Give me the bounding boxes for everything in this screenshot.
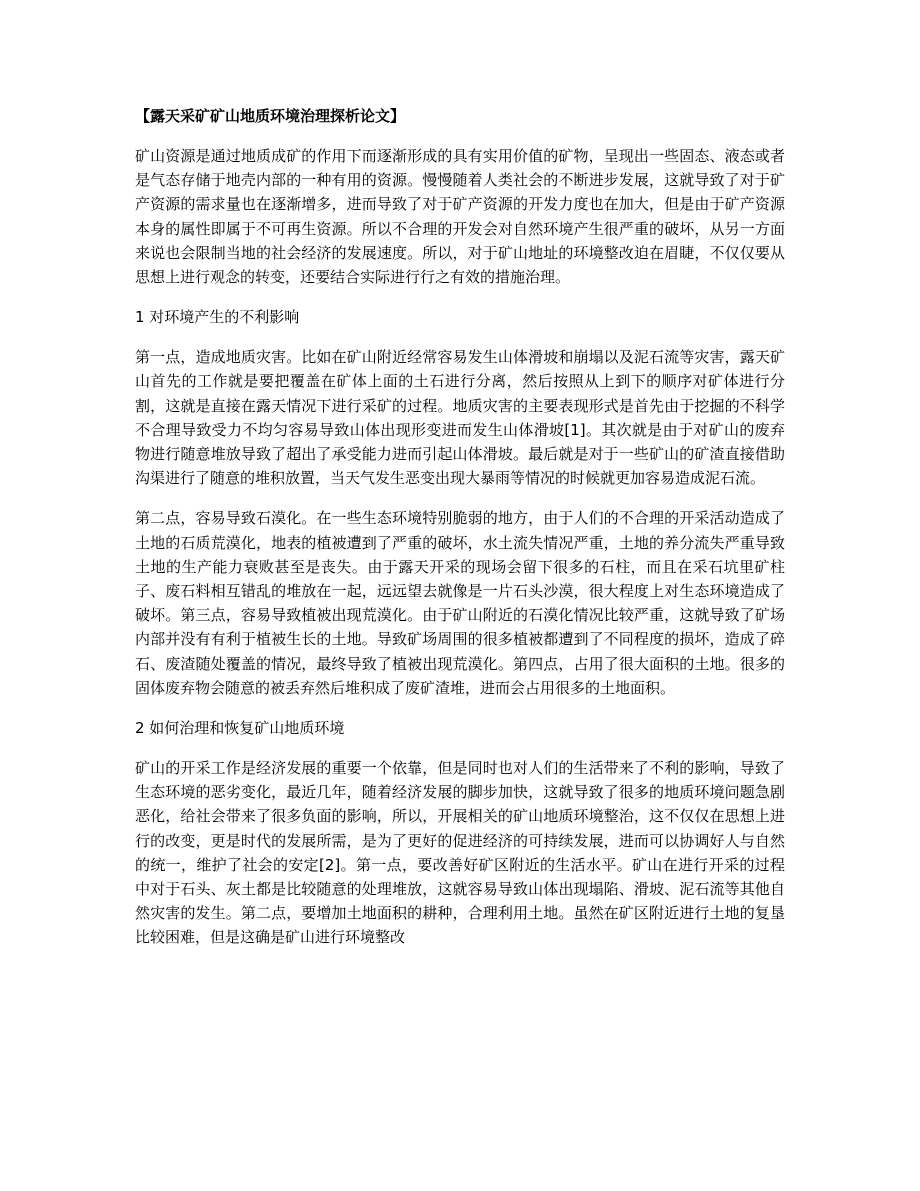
section-2-paragraph-1: 矿山的开采工作是经济发展的重要一个依靠，但是同时也对人们的生活带来了不利的影响，导致了生态环境的恶劣变化，最近几年，随着经济发展的脚步加快，这就导致了很多的地质环境问题急剧恶化，给社会带来了很多负面的影响，所以，开展相关的矿山地质环境整治，这不仅仅在思想上进行的改变，更是时代的发展所需，是为了更好的促进经济的可持续发展，进而可以协调好人与自然的统一，维护了社会的安定[2]。第一点，要改善好矿区附近的生活水平。矿山在进行开采的过程中对于石头、灰土都是比较随意的处理堆放，这就容易导致山体出现塌陷、滑坡、泥石流等其他自然灾害的发生。第二点，要增加土地面积的耕种，合理利用土地。虽然在矿区附近进行土地的复垦比较困难，但是这确是矿山进行环境整改: [135, 759, 785, 947]
document-title: 【露天采矿矿山地质环境治理探析论文】: [135, 107, 406, 125]
section-1-paragraph-1: 第一点，造成地质灾害。比如在矿山附近经常容易发生山体滑坡和崩塌以及泥石流等灾害，露天矿山首先的工作就是要把覆盖在矿体上面的土石进行分离，然后按照从上到下的顺序对矿体进行分割，这就是直接在露天情况下进行采矿的过程。地质灾害的主要表现形式是首先由于挖掘的不科学不合理导致受力不均匀容易导致山体出现形变进而发生山体滑坡[1]。其次就是由于对矿山的废弃物进行随意堆放导致了超出了承受能力进而引起山体滑坡。最后就是对于一些矿山的矿渣直接借助沟渠进行了随意的堆积放置，当天气发生恶变出现大暴雨等情况的时候就更加容易造成泥石流。: [135, 348, 785, 488]
section-1-heading: 1 对环境产生的不利影响: [135, 308, 300, 327]
section-1-paragraph-2: 第二点，容易导致石漠化。在一些生态环境特别脆弱的地方，由于人们的不合理的开采活动造成了土地的石质荒漠化，地表的植被遭到了严重的破坏，水土流失情况严重，土地的养分流失严重导致土地的生产能力衰败甚至是丧失。由于露天开采的现场会留下很多的石柱，而且在采石坑里矿柱子、废石料相互错乱的堆放在一起，远远望去就像是一片石头沙漠，很大程度上对生态环境造成了破坏。第三点，容易导致植被出现荒漠化。由于矿山附近的石漠化情况比较严重，这就导致了矿场内部并没有有利于植被生长的土地。导致矿场周围的很多植被都遭到了不同程度的损坏，造成了碎石、废渣随处覆盖的情况，最终导致了植被出现荒漠化。第四点，占用了很大面积的土地。很多的固体废弃物会随意的被丢弃然后堆积成了废矿渣堆，进而会占用很多的土地面积。: [135, 509, 785, 697]
section-2-heading: 2 如何治理和恢复矿山地质环境: [135, 719, 345, 738]
document-page: [135, 104, 785, 966]
intro-paragraph: 矿山资源是通过地质成矿的作用下而逐渐形成的具有实用价值的矿物，呈现出一些固态、液态或者是气态存储于地壳内部的一种有用的资源。慢慢随着人类社会的不断进步发展，这就导致了对于矿产资源的需求量也在逐渐增多，进而导致了对于矿产资源的开发力度也在加大，但是由于矿产资源本身的属性即属于不可再生资源。所以不合理的开发会对自然环境产生很严重的破坏，从另一方面来说也会限制当地的社会经济的发展速度。所以，对于矿山地址的环境整改迫在眉睫，不仅仅要从思想上进行观念的转变，还要结合实际进行行之有效的措施治理。: [135, 147, 785, 287]
